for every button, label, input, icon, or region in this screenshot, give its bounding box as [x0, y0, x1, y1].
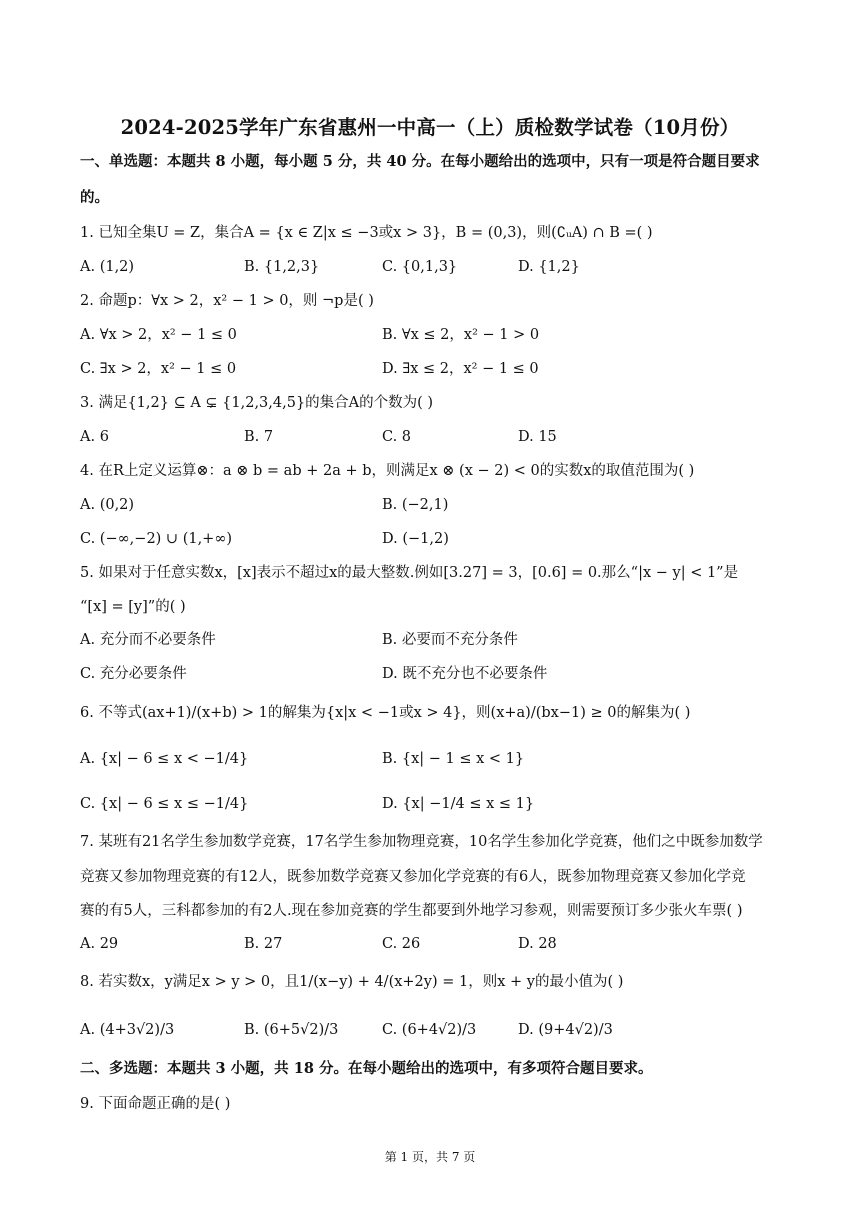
section1-header: 一、单选题：本题共 8 小题，每小题 5 分，共 40 分。在每小题给出的选项中，只有一项是符合题目要求 [80, 153, 760, 170]
question-5-option-d: D. 既不充分也不必要条件 [382, 666, 548, 682]
question-1-option-b: B. {1,2,3} [244, 259, 320, 275]
section2-header: 二、多选题：本题共 3 小题，共 18 分。在每小题给出的选项中，有多项符合题目要求。 [80, 1060, 653, 1077]
page-title: 2024-2025学年广东省惠州一中高一（上）质检数学试卷（10月份） [120, 116, 740, 139]
question-1-option-a: A. (1,2) [80, 259, 135, 275]
question-5-stem-cont: “[x] = [y]”的( ) [80, 599, 186, 615]
question-3-option-c: C. 8 [382, 429, 412, 445]
question-3-option-b: B. 7 [244, 429, 274, 445]
question-1-stem: 1. 已知全集U = Z，集合A = {x ∈ Z|x ≤ −3或x > 3}，B = (0,3)，则(∁ᵤA) ∩ B =( ) [80, 225, 653, 241]
question-8-option-d: D. (9+4√2)/3 [518, 1022, 613, 1038]
question-7-stem: 7. 某班有21名学生参加数学竞赛，17名学生参加物理竞赛，10名学生参加化学竞赛，他们之中既参加数学 [80, 834, 763, 850]
question-6-option-c: C. {x| − 6 ≤ x ≤ −1/4} [80, 796, 249, 812]
question-4-option-b: B. (−2,1) [382, 497, 449, 513]
question-8-option-b: B. (6+5√2)/3 [244, 1022, 339, 1038]
question-6-option-b: B. {x| − 1 ≤ x < 1} [382, 751, 525, 767]
question-7-option-b: B. 27 [244, 936, 283, 952]
question-4-stem: 4. 在R上定义运算⊗：a ⊗ b = ab + 2a + b，则满足x ⊗ (x − 2) < 0的实数x的取值范围为( ) [80, 463, 695, 479]
question-3-stem: 3. 满足{1,2} ⊆ A ⊊ {1,2,3,4,5}的集合A的个数为( ) [80, 395, 434, 411]
question-1-option-d: D. {1,2} [518, 259, 580, 275]
question-6-stem: 6. 不等式(ax+1)/(x+b) > 1的解集为{x|x < −1或x > 4}，则(x+a)/(bx−1) ≥ 0的解集为( ) [80, 705, 691, 721]
question-2-stem: 2. 命题p：∀x > 2，x² − 1 > 0，则 ¬p是( ) [80, 293, 374, 309]
question-6-option-a: A. {x| − 6 ≤ x < −1/4} [80, 751, 249, 767]
question-2-option-c: C. ∃x > 2，x² − 1 ≤ 0 [80, 361, 237, 377]
question-8-stem: 8. 若实数x，y满足x > y > 0，且1/(x−y) + 4/(x+2y) = 1，则x + y的最小值为( ) [80, 974, 624, 990]
question-7-option-d: D. 28 [518, 936, 557, 952]
question-5-option-c: C. 充分必要条件 [80, 666, 187, 682]
question-9-stem: 9. 下面命题正确的是( ) [80, 1096, 231, 1112]
page-footer: 第 1 页，共 7 页 [384, 1150, 476, 1164]
question-4-option-d: D. (−1,2) [382, 531, 449, 547]
question-7-option-c: C. 26 [382, 936, 421, 952]
question-2-option-b: B. ∀x ≤ 2，x² − 1 > 0 [382, 327, 540, 343]
question-5-option-a: A. 充分而不必要条件 [80, 632, 216, 648]
question-7-stem-cont: 竞赛又参加物理竞赛的有12人，既参加数学竞赛又参加化学竞赛的有6人，既参加物理竞赛又参加化学竞 [80, 869, 746, 885]
question-1-option-c: C. {0,1,3} [382, 259, 458, 275]
question-5-stem: 5. 如果对于任意实数x，[x]表示不超过x的最大整数.例如[3.27] = 3，[0.6] = 0.那么“|x − y| < 1”是 [80, 565, 739, 581]
question-4-option-a: A. (0,2) [80, 497, 135, 513]
question-8-option-a: A. (4+3√2)/3 [80, 1022, 175, 1038]
question-2-option-d: D. ∃x ≤ 2，x² − 1 ≤ 0 [382, 361, 539, 377]
question-8-option-c: C. (6+4√2)/3 [382, 1022, 477, 1038]
question-5-option-b: B. 必要而不充分条件 [382, 632, 518, 648]
question-3-option-d: D. 15 [518, 429, 557, 445]
section1-header-cont: 的。 [80, 189, 109, 206]
question-4-option-c: C. (−∞,−2) ∪ (1,+∞) [80, 531, 233, 547]
question-7-option-a: A. 29 [80, 936, 119, 952]
question-3-option-a: A. 6 [80, 429, 109, 445]
question-7-stem-cont-2: 赛的有5人，三科都参加的有2人.现在参加竞赛的学生都要到外地学习参观，则需要预订多少张火车票( ) [80, 903, 743, 919]
question-6-option-d: D. {x| −1/4 ≤ x ≤ 1} [382, 796, 535, 812]
question-2-option-a: A. ∀x > 2，x² − 1 ≤ 0 [80, 327, 237, 343]
